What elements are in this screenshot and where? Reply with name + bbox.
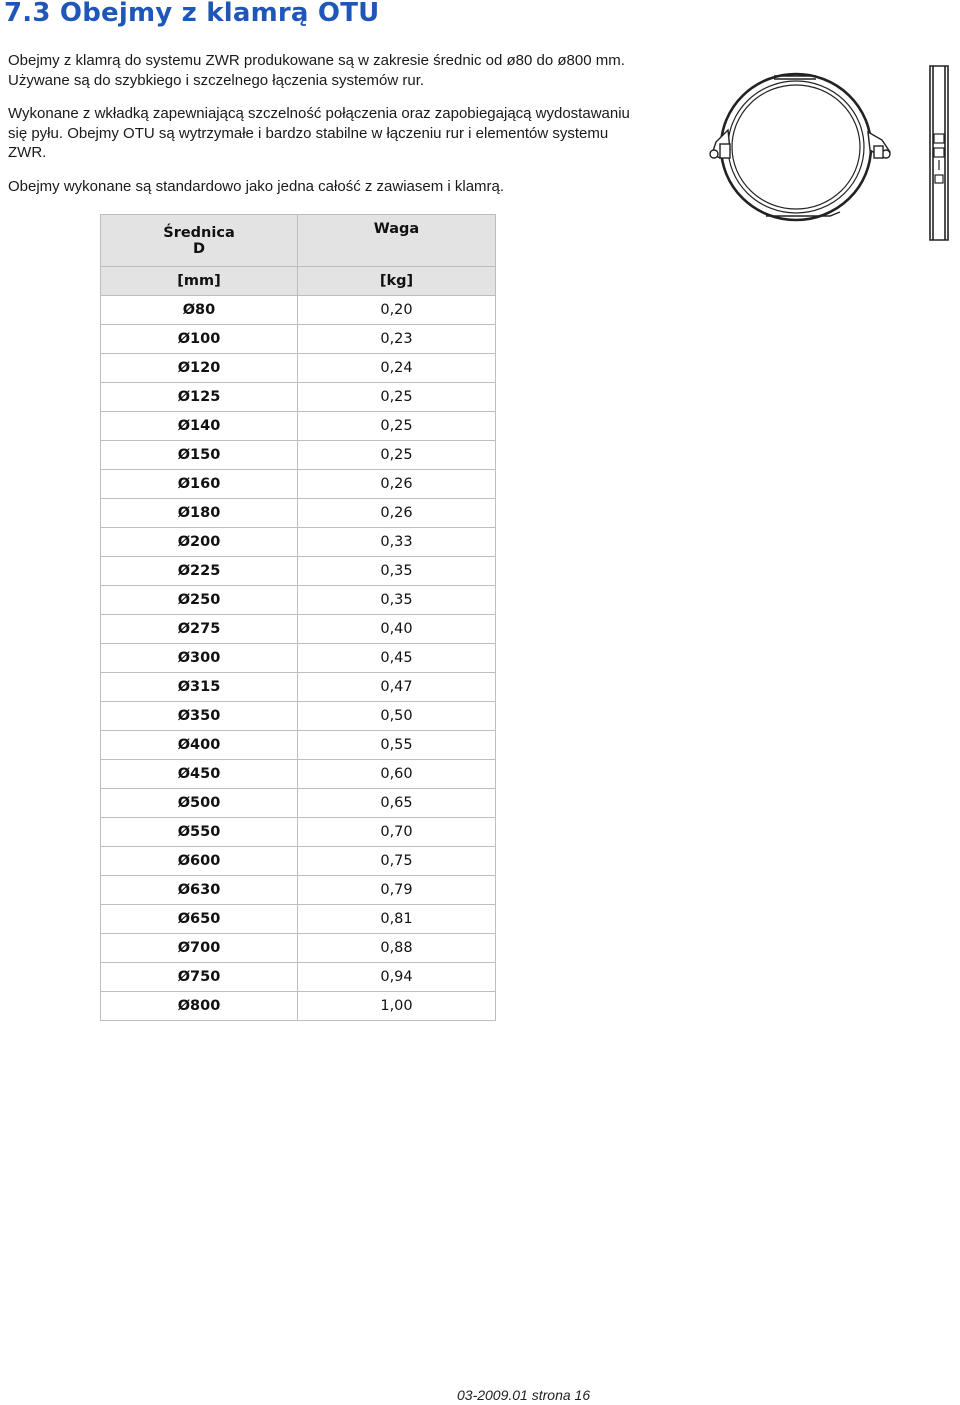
diameter-cell: Ø700 [101,934,298,963]
diameter-cell: Ø600 [101,847,298,876]
table-row [101,702,496,731]
weight-cell: 0,75 [298,847,496,876]
weight-cell: 0,88 [298,934,496,963]
table-row [101,557,496,586]
weight-cell: 0,26 [298,499,496,528]
table-row [101,644,496,673]
diameter-cell: Ø160 [101,470,298,499]
table-row [101,673,496,702]
diameter-cell: Ø250 [101,586,298,615]
diameter-cell: Ø150 [101,441,298,470]
weight-cell: 0,47 [298,673,496,702]
page-footer: 03-2009.01 strona 16 [457,1387,591,1403]
diameter-cell: Ø120 [101,354,298,383]
diameter-cell: Ø225 [101,557,298,586]
intro-paragraph: Obejmy z klamrą do systemu ZWR produkowane są w zakresie średnic od ø80 do ø800 mm. Używane są do szybkiego i szczelnego łączenia systemów rur. [8,52,625,89]
weight-cell: 0,23 [298,325,496,354]
description-paragraph: Wykonane z wkładką zapewniającą szczelność połączenia oraz zapobiegającą wydostawaniu się pyłu. Obejmy OTU są wytrzymałe i bardzo stabilne w łączeniu rur i elementów systemu ZWR. [8,105,630,161]
table-row [101,992,496,1021]
weight-cell: 0,35 [298,586,496,615]
diameter-cell: Ø750 [101,963,298,992]
weight-cell: 0,94 [298,963,496,992]
diameter-cell: Ø650 [101,905,298,934]
diameter-header: Średnica D [101,215,298,267]
table-row [101,963,496,992]
table-row [101,412,496,441]
weight-cell: 0,25 [298,441,496,470]
weight-cell: 0,81 [298,905,496,934]
weight-cell: 0,60 [298,760,496,789]
table-row [101,354,496,383]
table-row [101,789,496,818]
diameter-cell: Ø180 [101,499,298,528]
diameter-cell: Ø125 [101,383,298,412]
table-unit-row [101,267,496,296]
diameter-cell: Ø800 [101,992,298,1021]
weight-header: Waga [298,215,496,267]
weight-cell: 0,70 [298,818,496,847]
table-row [101,760,496,789]
table-row [101,325,496,354]
table-row [101,847,496,876]
diameter-cell: Ø80 [101,296,298,325]
diameter-cell: Ø275 [101,615,298,644]
weight-cell: 0,40 [298,615,496,644]
table-row [101,905,496,934]
weight-cell: 0,65 [298,789,496,818]
diameter-cell: Ø500 [101,789,298,818]
table-row [101,383,496,412]
diameter-cell: Ø550 [101,818,298,847]
weight-cell: 0,55 [298,731,496,760]
table-body [101,296,496,1021]
diameter-cell: Ø450 [101,760,298,789]
weight-cell: 1,00 [298,992,496,1021]
weight-cell: 0,20 [298,296,496,325]
table-row [101,296,496,325]
diameter-cell: Ø200 [101,528,298,557]
diameter-cell: Ø300 [101,644,298,673]
table-row [101,528,496,557]
page-title: 7.3 Obejmy z klamrą OTU [4,0,380,28]
weight-cell: 0,24 [298,354,496,383]
diameter-cell: Ø400 [101,731,298,760]
table-row [101,441,496,470]
table-row [101,499,496,528]
table-row [101,615,496,644]
diameter-cell: Ø100 [101,325,298,354]
diameter-unit: [mm] [101,267,298,296]
clamp-front-view-icon [700,62,900,240]
weight-cell: 0,25 [298,383,496,412]
weight-cell: 0,79 [298,876,496,905]
standard-paragraph: Obejmy wykonane są standardowo jako jedna całość z zawiasem i klamrą. [8,178,505,195]
weight-cell: 0,25 [298,412,496,441]
diameter-cell: Ø350 [101,702,298,731]
weight-cell: 0,45 [298,644,496,673]
diameter-cell: Ø315 [101,673,298,702]
table-row [101,876,496,905]
table-header-row [101,215,496,267]
diameter-weight-table [100,214,496,1021]
weight-cell: 0,35 [298,557,496,586]
weight-cell: 0,33 [298,528,496,557]
table-row [101,818,496,847]
diameter-cell: Ø140 [101,412,298,441]
table-row [101,934,496,963]
table-row [101,586,496,615]
diameter-cell: Ø630 [101,876,298,905]
weight-unit: [kg] [298,267,496,296]
table-row [101,731,496,760]
clamp-side-view-icon [924,62,954,244]
weight-cell: 0,50 [298,702,496,731]
table-row [101,470,496,499]
weight-cell: 0,26 [298,470,496,499]
